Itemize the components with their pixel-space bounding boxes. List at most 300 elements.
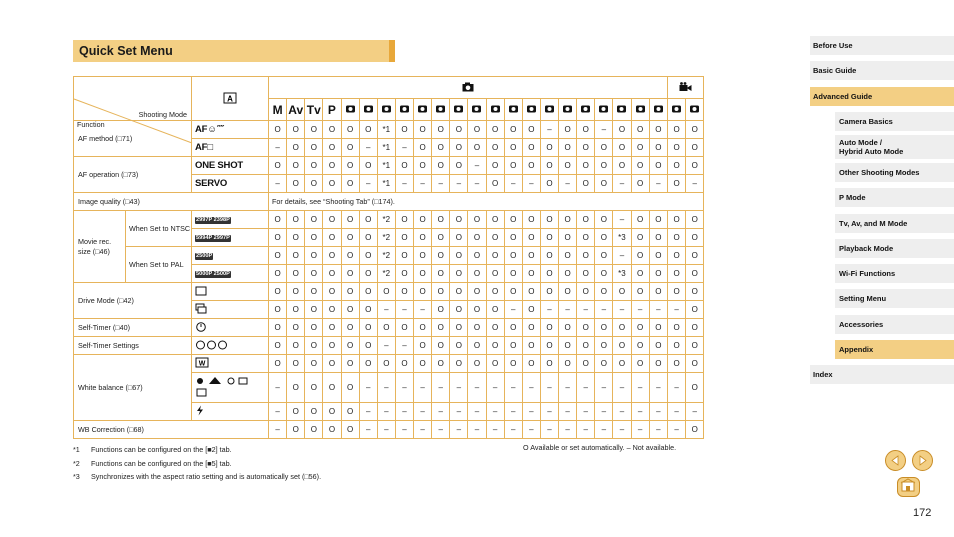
availability-mark: O [450, 157, 468, 175]
availability-mark: O [595, 175, 613, 193]
availability-mark: O [504, 139, 522, 157]
availability-mark: – [377, 373, 395, 403]
availability-mark: O [540, 337, 558, 355]
availability-mark: – [450, 373, 468, 403]
availability-mark: O [395, 355, 413, 373]
availability-mark: O [559, 139, 577, 157]
availability-mark: O [668, 229, 686, 247]
availability-mark: – [269, 403, 287, 421]
availability-mark: O [668, 175, 686, 193]
availability-mark: O [377, 319, 395, 337]
availability-mark: O [613, 157, 631, 175]
availability-mark: O [595, 319, 613, 337]
availability-mark: – [595, 301, 613, 319]
availability-mark: O [395, 319, 413, 337]
movie-star-mode-icon [686, 99, 704, 121]
hand-held-night-mode-icon [377, 99, 395, 121]
availability-mark: – [668, 301, 686, 319]
availability-mark: – [522, 175, 540, 193]
availability-mark: O [305, 247, 323, 265]
availability-mark: O [323, 301, 341, 319]
availability-mark: – [450, 175, 468, 193]
availability-mark: O [577, 139, 595, 157]
availability-mark: – [668, 373, 686, 403]
availability-mark: O [522, 355, 540, 373]
single-shot-icon [195, 286, 207, 296]
availability-mark: – [450, 421, 468, 439]
food-icon [508, 104, 519, 114]
availability-mark: *1 [377, 157, 395, 175]
availability-mark: O [668, 157, 686, 175]
availability-mark: – [649, 175, 667, 193]
availability-mark: O [522, 247, 540, 265]
availability-mark: – [377, 337, 395, 355]
nav-camera-basics[interactable]: Camera Basics [835, 112, 954, 131]
snow-mode-icon [613, 99, 631, 121]
toy-camera-icon [471, 104, 482, 114]
availability-mark: O [287, 121, 305, 139]
availability-mark: O [577, 265, 595, 283]
one-shot-setting: ONE SHOT [192, 157, 269, 175]
availability-mark: O [668, 121, 686, 139]
availability-mark: – [613, 211, 631, 229]
availability-mark: O [323, 121, 341, 139]
availability-mark: O [649, 247, 667, 265]
fireworks-scene-mode-icon [631, 99, 649, 121]
availability-mark: – [414, 403, 432, 421]
availability-mark: O [287, 283, 305, 301]
single-shot-setting [192, 283, 269, 301]
toy-camera-mode-icon [468, 99, 486, 121]
fireworks-scene-icon [635, 104, 646, 114]
availability-mark: – [269, 175, 287, 193]
hdr-mode-icon [522, 99, 540, 121]
availability-mark: O [432, 319, 450, 337]
table-row [74, 319, 704, 337]
availability-mark: – [414, 421, 432, 439]
availability-mark: O [686, 157, 704, 175]
availability-mark: – [522, 373, 540, 403]
portrait-icon [345, 104, 356, 114]
availability-mark: O [323, 337, 341, 355]
availability-mark: – [504, 175, 522, 193]
movie-standard-icon [653, 104, 664, 114]
availability-mark: O [468, 121, 486, 139]
availability-mark: O [305, 229, 323, 247]
table-row [74, 355, 704, 373]
availability-mark: O [269, 355, 287, 373]
availability-mark: – [595, 373, 613, 403]
availability-mark: O [323, 229, 341, 247]
nav-playback-mode[interactable]: Playback Mode [835, 239, 954, 258]
availability-mark: – [595, 421, 613, 439]
availability-mark: O [269, 337, 287, 355]
availability-mark: O [287, 337, 305, 355]
availability-mark: – [377, 403, 395, 421]
nav-tv-av-m-mode[interactable]: Tv, Av, and M Mode [835, 214, 954, 233]
availability-mark: O [613, 283, 631, 301]
availability-mark: O [504, 247, 522, 265]
availability-mark: – [395, 403, 413, 421]
soft-focus-mode-icon [486, 99, 504, 121]
movie-group [668, 77, 704, 99]
availability-mark: – [359, 421, 377, 439]
availability-mark: – [432, 421, 450, 439]
availability-mark: O [323, 283, 341, 301]
availability-mark: O [649, 265, 667, 283]
availability-mark: O [486, 211, 504, 229]
availability-mark: *2 [377, 247, 395, 265]
face-self-timer-icon [598, 104, 609, 114]
availability-mark: O [359, 229, 377, 247]
availability-mark: O [649, 121, 667, 139]
availability-mark: O [323, 373, 341, 403]
availability-mark: O [668, 247, 686, 265]
nav-other-shooting-modes[interactable]: Other Shooting Modes [835, 163, 954, 182]
availability-mark: O [540, 319, 558, 337]
availability-mark: O [668, 283, 686, 301]
availability-mark: – [540, 403, 558, 421]
availability-mark: O [269, 283, 287, 301]
availability-mark: O [631, 229, 649, 247]
availability-mark: O [287, 175, 305, 193]
availability-mark: O [305, 283, 323, 301]
availability-mark: O [504, 157, 522, 175]
svg-text:W: W [198, 360, 206, 368]
availability-mark: O [432, 157, 450, 175]
nav-before-use[interactable]: Before Use [810, 36, 954, 55]
availability-mark: – [686, 403, 704, 421]
availability-mark: O [432, 121, 450, 139]
availability-mark: O [504, 319, 522, 337]
availability-mark: O [323, 139, 341, 157]
availability-mark: O [668, 265, 686, 283]
availability-mark: – [395, 301, 413, 319]
monochrome-icon [580, 104, 591, 114]
table-row [74, 211, 704, 229]
availability-mark: – [377, 421, 395, 439]
still-photo-group [269, 77, 668, 99]
availability-mark: O [522, 283, 540, 301]
availability-mark: O [323, 403, 341, 421]
nav-auto-mode[interactable]: Auto Mode / Hybrid Auto Mode [835, 135, 954, 159]
availability-mark: O [432, 355, 450, 373]
availability-mark: *3 [613, 229, 631, 247]
flash-wb-setting [192, 403, 269, 421]
availability-mark: O [305, 265, 323, 283]
availability-mark: O [522, 301, 540, 319]
availability-mark: O [522, 265, 540, 283]
wb-correction-label: WB Correction (□68) [74, 421, 269, 439]
availability-mark: *3 [613, 265, 631, 283]
availability-mark: O [649, 211, 667, 229]
availability-mark: O [540, 139, 558, 157]
availability-mark: O [559, 121, 577, 139]
availability-mark: – [486, 421, 504, 439]
availability-mark: O [540, 355, 558, 373]
landscape-mode-icon [414, 99, 432, 121]
auto-mode-column [192, 77, 269, 121]
availability-mark: O [269, 265, 287, 283]
page-number: 172 [913, 507, 932, 519]
availability-mark: O [287, 211, 305, 229]
availability-mark: – [395, 175, 413, 193]
availability-mark: – [577, 373, 595, 403]
monochrome-mode-icon [577, 99, 595, 121]
availability-legend: O Available or set automatically. – Not available. [523, 443, 677, 452]
availability-mark: O [577, 247, 595, 265]
availability-mark: O [395, 265, 413, 283]
availability-mark: O [686, 211, 704, 229]
availability-mark: – [668, 403, 686, 421]
availability-mark: O [287, 247, 305, 265]
availability-mark: O [631, 121, 649, 139]
nav-setting-menu[interactable]: Setting Menu [835, 289, 954, 308]
availability-mark: – [595, 121, 613, 139]
smart-shutter-mode-icon [359, 99, 377, 121]
nav-wifi-functions[interactable]: Wi-Fi Functions [835, 264, 954, 283]
availability-mark: – [432, 403, 450, 421]
availability-mark: O [432, 139, 450, 157]
nav-accessories[interactable]: Accessories [835, 315, 954, 334]
availability-mark: O [323, 421, 341, 439]
availability-mark: – [540, 121, 558, 139]
availability-mark: O [540, 229, 558, 247]
availability-mark: O [504, 229, 522, 247]
movie-camera-icon [679, 82, 692, 92]
availability-mark: O [414, 211, 432, 229]
availability-mark: *1 [377, 139, 395, 157]
availability-mark: O [395, 211, 413, 229]
availability-mark: O [649, 319, 667, 337]
availability-mark: O [287, 373, 305, 403]
table-row [74, 157, 704, 175]
availability-mark: O [323, 319, 341, 337]
availability-mark: O [631, 265, 649, 283]
availability-mark: O [450, 283, 468, 301]
availability-mark: – [414, 175, 432, 193]
self-timer-variants-icon [195, 339, 229, 350]
availability-mark: – [432, 373, 450, 403]
table-row [74, 283, 704, 301]
availability-mark: – [414, 373, 432, 403]
availability-mark: O [522, 157, 540, 175]
availability-mark: O [468, 211, 486, 229]
availability-mark: O [577, 319, 595, 337]
availability-mark: O [649, 139, 667, 157]
self-timer-variants-setting [192, 337, 269, 355]
availability-mark: O [395, 283, 413, 301]
self-timer-label: Self-Timer (□40) [74, 319, 192, 337]
availability-mark: O [432, 229, 450, 247]
availability-mark: O [414, 265, 432, 283]
availability-mark: – [613, 247, 631, 265]
availability-mark: O [359, 121, 377, 139]
availability-mark: O [631, 211, 649, 229]
availability-mark: O [522, 319, 540, 337]
pal-size-setting [192, 265, 269, 283]
white-balance-label: White balance (□67) [74, 355, 192, 421]
availability-mark: – [668, 421, 686, 439]
availability-mark: O [341, 157, 359, 175]
movie-special-mode-icon [668, 99, 686, 121]
home-button[interactable] [897, 477, 920, 497]
availability-mark: O [323, 355, 341, 373]
availability-mark: O [305, 355, 323, 373]
availability-mark: O [613, 337, 631, 355]
next-page-button[interactable] [912, 450, 933, 471]
availability-mark: O [468, 301, 486, 319]
nav-p-mode[interactable]: P Mode [835, 188, 954, 207]
availability-mark: – [377, 301, 395, 319]
availability-mark: *2 [377, 265, 395, 283]
availability-mark: O [559, 229, 577, 247]
availability-mark: O [395, 157, 413, 175]
availability-mark: O [686, 337, 704, 355]
availability-mark: O [540, 211, 558, 229]
availability-mark: O [414, 139, 432, 157]
movie-size-badge: 2500P [196, 252, 213, 259]
availability-mark: – [559, 301, 577, 319]
availability-mark: O [414, 247, 432, 265]
availability-mark: O [341, 265, 359, 283]
availability-mark: O [668, 139, 686, 157]
smart-shutter-icon [363, 104, 374, 114]
availability-mark: – [559, 403, 577, 421]
availability-mark: O [450, 247, 468, 265]
availability-mark: O [668, 211, 686, 229]
arrow-right-icon [917, 455, 928, 466]
availability-mark: – [613, 175, 631, 193]
availability-mark: – [631, 421, 649, 439]
availability-mark: O [432, 247, 450, 265]
mode-av: Av [287, 99, 305, 121]
mode-p: P [323, 99, 341, 121]
availability-mark: O [287, 355, 305, 373]
availability-mark: O [341, 337, 359, 355]
availability-mark: O [668, 319, 686, 337]
availability-mark: – [522, 421, 540, 439]
table-row [74, 193, 704, 211]
availability-mark: O [450, 139, 468, 157]
availability-mark: O [649, 283, 667, 301]
availability-mark: – [613, 373, 631, 403]
availability-mark: O [468, 283, 486, 301]
availability-mark: O [486, 157, 504, 175]
availability-mark: O [287, 229, 305, 247]
availability-mark: O [559, 319, 577, 337]
af-spot-setting: AF□ [192, 139, 269, 157]
availability-mark: O [287, 301, 305, 319]
mode-m: M [269, 99, 287, 121]
movie-size-badge: 2997P 2398P [196, 216, 230, 223]
availability-mark: – [359, 139, 377, 157]
availability-mark: O [341, 355, 359, 373]
nav-appendix[interactable]: Appendix [835, 340, 954, 359]
availability-mark: O [577, 283, 595, 301]
availability-mark: O [631, 283, 649, 301]
availability-mark: O [522, 139, 540, 157]
availability-mark: – [395, 421, 413, 439]
availability-mark: O [450, 337, 468, 355]
availability-mark: O [504, 355, 522, 373]
availability-mark: O [504, 283, 522, 301]
availability-mark: O [686, 301, 704, 319]
availability-mark: O [377, 355, 395, 373]
availability-mark: O [468, 229, 486, 247]
availability-mark: O [323, 175, 341, 193]
availability-mark: O [323, 211, 341, 229]
auto-white-balance-icon [195, 357, 209, 368]
svg-text:A: A [227, 94, 233, 104]
availability-mark: – [395, 337, 413, 355]
availability-mark: O [522, 211, 540, 229]
availability-mark: O [305, 157, 323, 175]
availability-mark: O [486, 247, 504, 265]
availability-mark: O [305, 139, 323, 157]
availability-mark: O [432, 337, 450, 355]
hdr-icon [526, 104, 537, 114]
self-timer-setting [192, 319, 269, 337]
function-header [74, 77, 192, 129]
availability-mark: O [468, 355, 486, 373]
availability-mark: O [450, 355, 468, 373]
availability-mark: – [504, 301, 522, 319]
availability-mark: – [649, 301, 667, 319]
availability-mark: – [631, 403, 649, 421]
availability-mark: O [686, 421, 704, 439]
availability-mark: O [341, 121, 359, 139]
availability-mark: O [305, 211, 323, 229]
availability-mark: – [649, 421, 667, 439]
nav-advanced-guide[interactable]: Advanced Guide [810, 87, 954, 106]
availability-mark: O [305, 373, 323, 403]
availability-mark: – [540, 421, 558, 439]
availability-mark: O [287, 139, 305, 157]
availability-mark: O [540, 247, 558, 265]
availability-mark: O [559, 247, 577, 265]
availability-mark: – [468, 373, 486, 403]
availability-mark: O [341, 283, 359, 301]
self-timer-settings-label: Self-Timer Settings [74, 337, 192, 355]
nav-index[interactable]: Index [810, 365, 954, 384]
availability-mark: O [631, 139, 649, 157]
availability-mark: O [631, 355, 649, 373]
availability-mark: – [269, 139, 287, 157]
availability-mark: O [486, 229, 504, 247]
availability-mark: O [450, 319, 468, 337]
availability-mark: O [414, 355, 432, 373]
availability-mark: – [395, 373, 413, 403]
availability-mark: O [468, 337, 486, 355]
availability-mark: O [686, 373, 704, 403]
nav-basic-guide[interactable]: Basic Guide [810, 61, 954, 80]
fish-eye-icon [435, 104, 446, 114]
availability-mark: O [395, 247, 413, 265]
availability-mark: O [486, 121, 504, 139]
availability-mark: O [395, 229, 413, 247]
availability-mark: O [577, 229, 595, 247]
availability-mark: – [649, 403, 667, 421]
availability-mark: – [577, 301, 595, 319]
availability-mark: O [287, 265, 305, 283]
movie-standard-mode-icon [649, 99, 667, 121]
availability-mark: O [269, 121, 287, 139]
quick-set-table [73, 76, 704, 439]
availability-mark: O [341, 421, 359, 439]
previous-page-button[interactable] [885, 450, 906, 471]
availability-mark: *1 [377, 121, 395, 139]
